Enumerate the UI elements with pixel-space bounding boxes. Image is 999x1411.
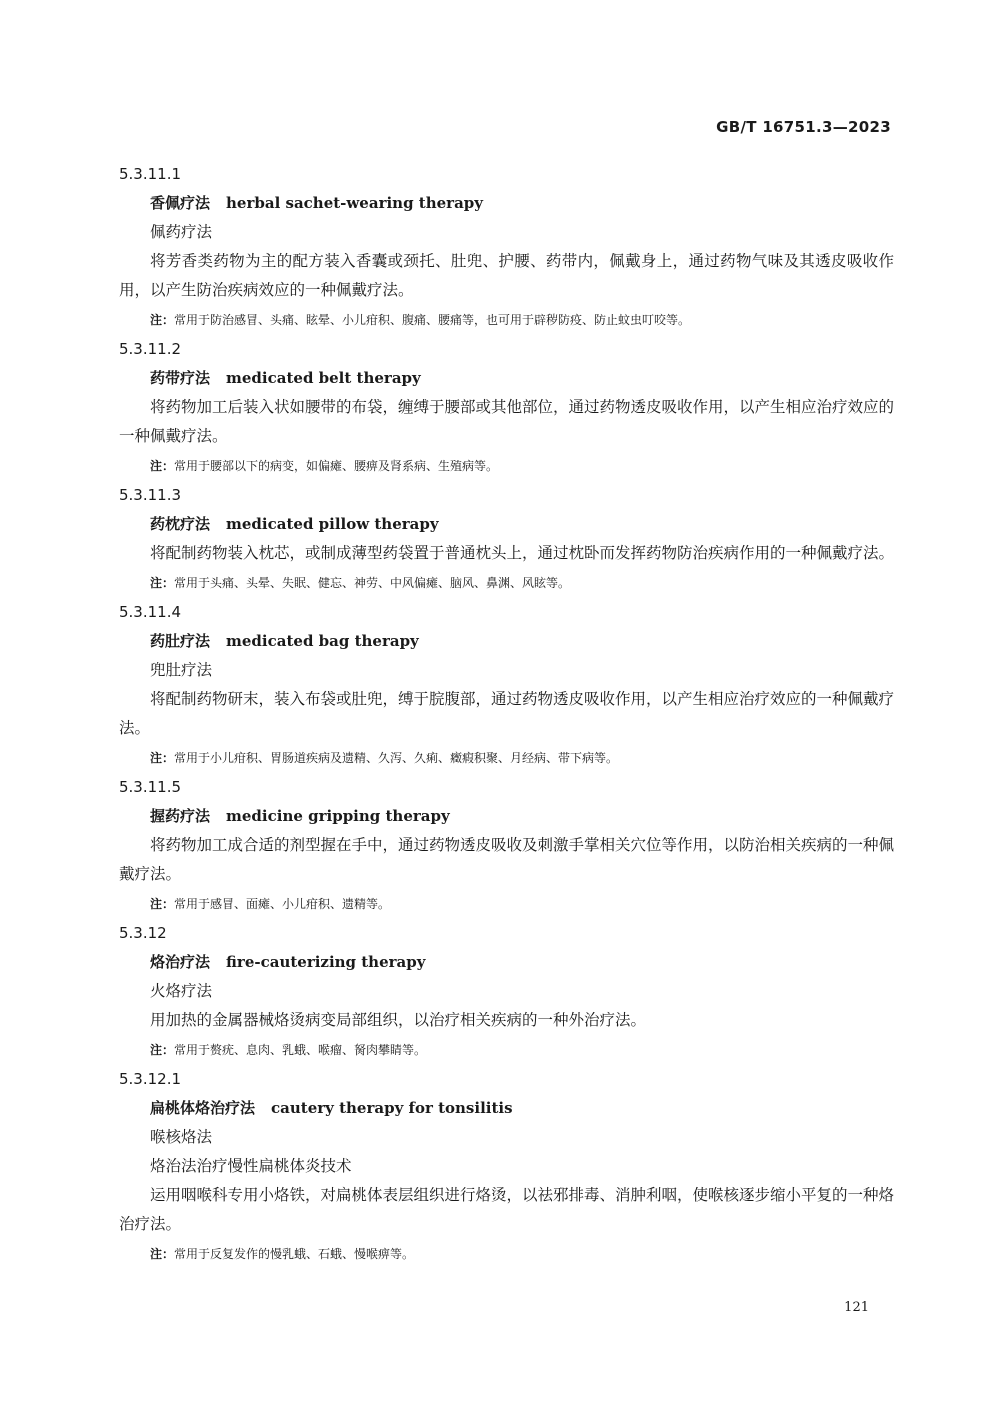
note-text: 常用于感冒、面瘫、小儿疳积、遗精等。: [174, 897, 391, 911]
alternate-term: 喉核烙法: [150, 1128, 213, 1146]
note: [119, 743, 894, 773]
note: [119, 568, 894, 598]
note-text: 常用于防治感冒、头痛、眩晕、小儿疳积、腹痛、腰痛等，也可用于辟秽防疫、防止蚊虫叮咬等。: [174, 313, 691, 327]
term-heading: [119, 1094, 894, 1123]
definition: 将配制药物研末，装入布袋或肚兜，缚于脘腹部，通过药物透皮吸收作用，以产生相应治疗效应的一种佩戴疗法。: [119, 690, 895, 737]
term-chinese: 握药疗法: [150, 807, 211, 825]
term-entry: [119, 481, 894, 598]
term-entry: [119, 160, 894, 335]
term-entry: [119, 1065, 894, 1269]
note: [119, 889, 894, 919]
alternate-term: 佩药疗法: [150, 223, 213, 241]
note-text: 常用于反复发作的慢乳蛾、石蛾、慢喉痹等。: [174, 1247, 415, 1261]
definition: 运用咽喉科专用小烙铁，对扁桃体表层组织进行烙烫，以祛邪排毒、消肿利咽，使喉核逐步缩小平复的一种烙治疗法。: [119, 1186, 895, 1233]
note: [119, 451, 894, 481]
definition: 将芳香类药物为主的配方装入香囊或颈托、肚兜、护腰、药带内，佩戴身上，通过药物气味及其透皮吸收作用，以产生防治疾病效应的一种佩戴疗法。: [119, 252, 894, 299]
standard-code: GB/T 16751.3—2023: [716, 118, 891, 136]
term-heading: [119, 364, 894, 393]
term-heading: [119, 510, 894, 539]
term-english: medicine gripping therapy: [226, 807, 450, 825]
note-label: 注：: [150, 576, 175, 590]
note: [119, 1035, 894, 1065]
note: [119, 305, 894, 335]
note-label: 注：: [150, 1247, 175, 1261]
clause-number: 5.3.11.5: [119, 778, 182, 796]
term-english: medicated bag therapy: [226, 632, 419, 650]
page-number: 121: [844, 1300, 869, 1315]
clause-number: 5.3.12: [119, 924, 167, 942]
note: [119, 1239, 894, 1269]
term-chinese: 香佩疗法: [150, 194, 211, 212]
term-chinese: 药枕疗法: [150, 515, 211, 533]
note-label: 注：: [150, 897, 175, 911]
term-entry: [119, 773, 894, 919]
term-chinese: 烙治疗法: [150, 953, 211, 971]
note-label: 注：: [150, 459, 175, 473]
definition: 将药物加工后装入状如腰带的布袋，缠缚于腰部或其他部位，通过药物透皮吸收作用，以产生相应治疗效应的一种佩戴疗法。: [119, 398, 895, 445]
term-heading: [119, 802, 894, 831]
document-body: [119, 160, 894, 1269]
note-text: 常用于小儿疳积、胃肠道疾病及遗精、久泻、久痢、癥瘕积聚、月经病、带下病等。: [174, 751, 619, 765]
term-entry: [119, 335, 894, 481]
clause-number: 5.3.11.4: [119, 603, 182, 621]
clause-number: 5.3.11.2: [119, 340, 182, 358]
note-text: 常用于腰部以下的病变，如偏瘫、腰痹及肾系病、生殖病等。: [174, 459, 499, 473]
term-heading: [119, 627, 894, 656]
alternate-term: 兜肚疗法: [150, 661, 213, 679]
term-english: herbal sachet-wearing therapy: [226, 194, 483, 212]
definition: 将配制药物装入枕芯，或制成薄型药袋置于普通枕头上，通过枕卧而发挥药物防治疾病作用的一种佩戴疗法。: [150, 544, 895, 562]
note-label: 注：: [150, 313, 175, 327]
clause-number: 5.3.11.1: [119, 165, 182, 183]
term-english: medicated pillow therapy: [226, 515, 439, 533]
alternate-term: 烙治法治疗慢性扁桃体炎技术: [150, 1157, 352, 1175]
note-label: 注：: [150, 751, 175, 765]
clause-number: 5.3.11.3: [119, 486, 182, 504]
term-heading: [119, 189, 894, 218]
term-entry: [119, 598, 894, 773]
term-entry: [119, 919, 894, 1065]
term-english: medicated belt therapy: [226, 369, 421, 387]
term-english: cautery therapy for tonsilitis: [271, 1099, 513, 1117]
note-text: 常用于头痛、头晕、失眠、健忘、神劳、中风偏瘫、脑风、鼻渊、风眩等。: [174, 576, 571, 590]
term-chinese: 药带疗法: [150, 369, 211, 387]
term-chinese: 扁桃体烙治疗法: [150, 1099, 256, 1117]
definition: 将药物加工成合适的剂型握在手中，通过药物透皮吸收及刺激手掌相关穴位等作用，以防治相关疾病的一种佩戴疗法。: [119, 836, 895, 883]
clause-number: 5.3.12.1: [119, 1070, 182, 1088]
note-label: 注：: [150, 1043, 175, 1057]
term-english: fire-cauterizing therapy: [226, 953, 426, 971]
term-chinese: 药肚疗法: [150, 632, 211, 650]
alternate-term: 火烙疗法: [150, 982, 213, 1000]
term-heading: [119, 948, 894, 977]
note-text: 常用于赘疣、息肉、乳蛾、喉瘤、胬肉攀睛等。: [174, 1043, 427, 1057]
definition: 用加热的金属器械烙烫病变局部组织，以治疗相关疾病的一种外治疗法。: [150, 1011, 647, 1029]
